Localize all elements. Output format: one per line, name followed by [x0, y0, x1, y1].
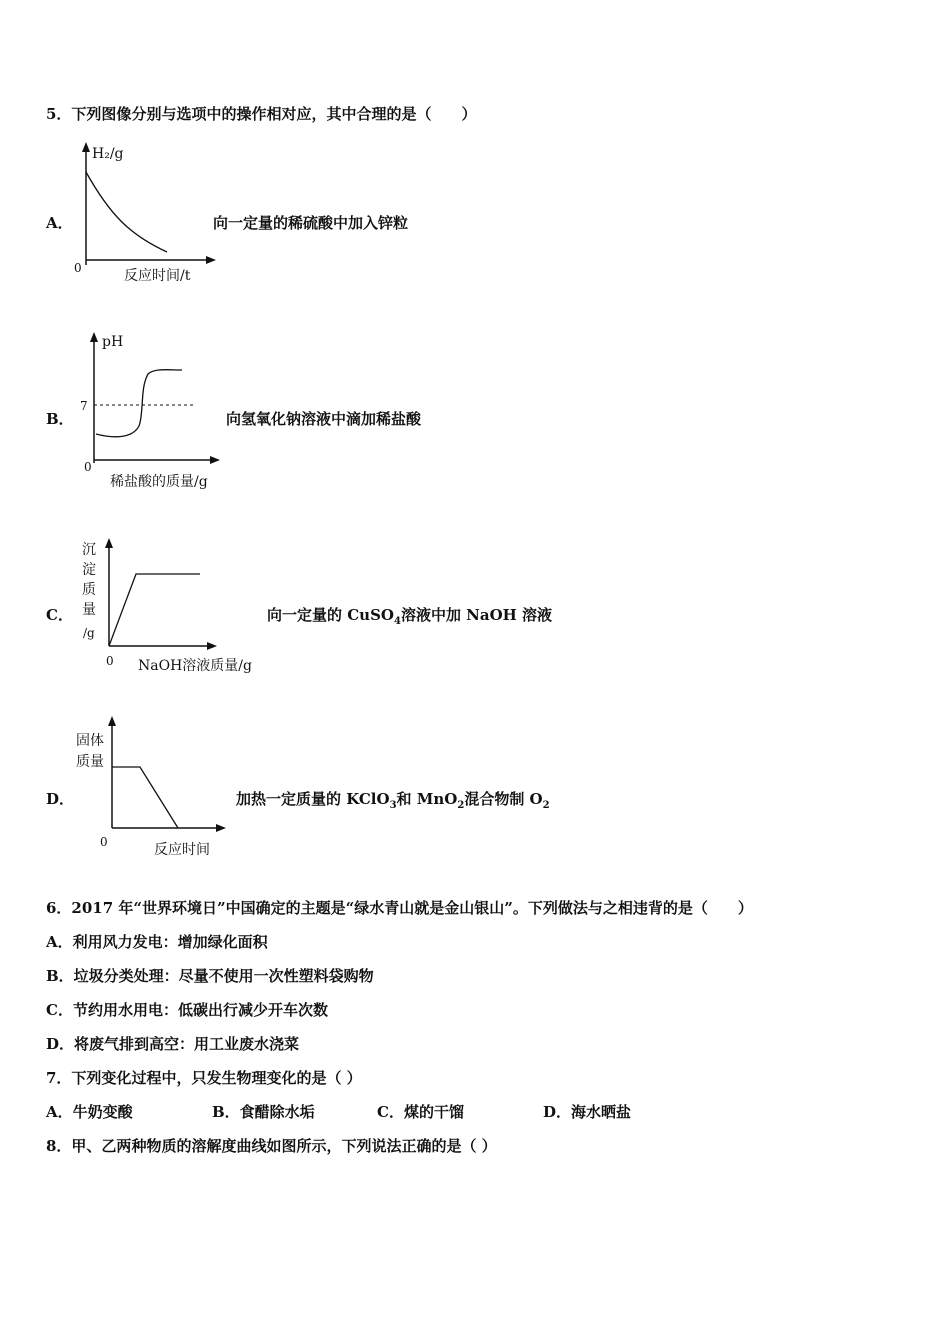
q5-option-d-letter: D． — [46, 790, 75, 808]
q5-option-d-text: 加热一定质量的 KClO$_3$和 MnO$_2$混合物制 $O_2$ — [236, 790, 550, 811]
y-axis-label-2: 淀 — [82, 562, 96, 578]
origin-label: 0 — [100, 835, 108, 849]
y-axis-label: pH — [102, 334, 124, 350]
x-axis-label: 稀盐酸的质量/g — [110, 474, 208, 490]
precipitate-line — [109, 574, 200, 646]
q6-option-c: C．节约用水用电：低碳出行减少开车次数 — [46, 1001, 328, 1019]
q6-option-a: A．利用风力发电：增加绿化面积 — [46, 933, 268, 951]
ph-curve — [96, 370, 182, 437]
y-axis-arrow — [90, 332, 98, 342]
y-axis-label-1: 沉 — [82, 542, 96, 558]
q7-option-b: B．食醋除水垢 — [212, 1103, 315, 1121]
y-axis-arrow — [108, 716, 116, 726]
y-axis-label-1: 固体 — [76, 733, 104, 749]
q7-options-row — [0, 1101, 950, 1121]
y-axis-arrow — [105, 538, 113, 548]
y-axis-label-4: 量 — [82, 602, 96, 618]
q6-option-d: D．将废气排到高空：用工业废水浇菜 — [46, 1035, 300, 1053]
h2-curve — [86, 172, 167, 252]
origin-label: 0 — [84, 460, 92, 474]
q5-option-a-letter: A． — [46, 214, 73, 232]
x-axis-arrow — [210, 456, 220, 464]
q5-option-a-graph — [70, 140, 220, 290]
origin-label: 0 — [74, 261, 82, 275]
x-axis-label: NaOH溶液质量/g — [138, 658, 252, 674]
q7-option-c: C．煤的干馏 — [377, 1103, 464, 1121]
q5-option-d-graph — [72, 712, 237, 862]
q5-option-c-graph — [78, 534, 273, 679]
q5-option-a-text: 向一定量的稀硫酸中加入锌粒 — [213, 214, 409, 232]
q5-option-b-letter: B． — [46, 410, 74, 428]
q5-option-b-text: 向氢氧化钠溶液中滴加稀盐酸 — [226, 410, 422, 428]
y-axis-label-5: /g — [83, 626, 95, 640]
question-8-stem: 8．甲、乙两种物质的溶解度曲线如图所示，下列说法正确的是（ ） — [46, 1137, 497, 1155]
solid-mass-line — [112, 767, 178, 828]
origin-label: 0 — [106, 654, 114, 668]
q5-option-c-text: 向一定量的 CuSO$_4$溶液中加 NaOH 溶液 — [267, 606, 553, 627]
question-6-stem: 6．2017 年“世界环境日”中国确定的主题是“绿水青山就是金山银山”。下列做法与之相违背的是（ ） — [46, 899, 753, 917]
x-axis-arrow — [206, 256, 216, 264]
x-axis-arrow — [216, 824, 226, 832]
x-axis-arrow — [207, 642, 217, 650]
ref-7-label: 7 — [80, 399, 88, 413]
q7-option-a: A．牛奶变酸 — [46, 1103, 133, 1121]
x-axis-label: 反应时间 — [154, 842, 210, 858]
x-axis-label: 反应时间/t — [124, 268, 191, 284]
y-axis-arrow — [82, 142, 90, 152]
q5-option-b-graph — [74, 328, 234, 493]
y-axis-label: H₂/g — [92, 146, 124, 162]
q7-option-d: D．海水晒盐 — [543, 1103, 632, 1121]
q6-option-b: B．垃圾分类处理：尽量不使用一次性塑料袋购物 — [46, 967, 374, 985]
q5-option-c-letter: C． — [46, 606, 73, 624]
y-axis-label-2: 质量 — [76, 754, 104, 770]
y-axis-label-3: 质 — [82, 582, 96, 598]
question-7-stem: 7．下列变化过程中，只发生物理变化的是（ ） — [46, 1069, 362, 1087]
question-5-stem: 5．下列图像分别与选项中的操作相对应，其中合理的是（ ） — [46, 105, 477, 123]
